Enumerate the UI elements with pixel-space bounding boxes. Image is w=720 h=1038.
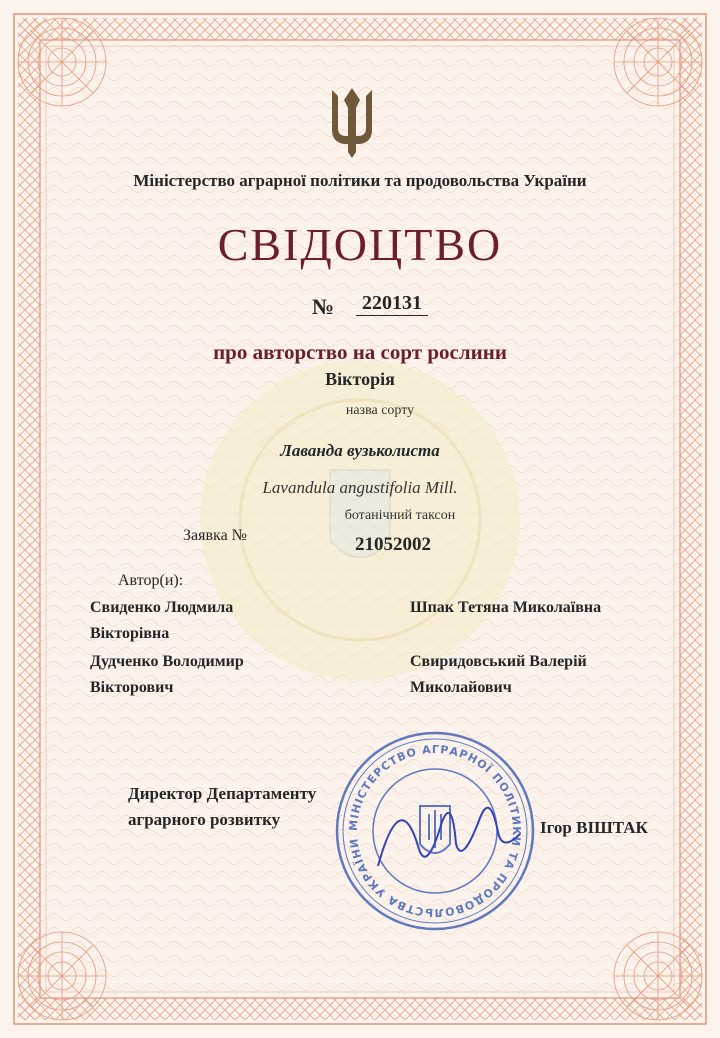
variety-name: Вікторія [325,369,395,389]
author-name-line: Вікторівна [90,625,170,642]
document-title: СВІДОЦТВО [217,219,503,270]
author-name-line: Миколайович [410,679,512,696]
author-entry [410,649,587,701]
signatory-name: Ігор ВІШТАК [540,818,648,837]
taxon-common-name: Лаванда вузьколиста [280,441,440,460]
signatory-title [128,781,316,833]
official-stamp [330,726,540,936]
author-entry [90,649,244,701]
certificate-number-sign: № [312,294,335,319]
document-subtitle: про авторство на сорт рослини [213,340,507,364]
author-entry [410,595,601,621]
author-name-line: Дудченко Володимир [90,653,244,670]
stamp-ring-text: МІНІСТЕРСТВО АГРАРНОЇ ПОЛІТИКИ ТА ПРОДОВОЛЬСТВА УКРАЇНИ [346,742,524,920]
application-label: Заявка № [183,527,247,544]
taxon-caption: ботанічний таксон [344,508,456,523]
author-name-line: Вікторович [90,679,174,696]
application-number: 21052002 [355,534,431,555]
author-entry [90,595,233,647]
trident-icon [326,86,378,160]
ministry-name: Міністерство аграрної політики та продовольства України [133,171,587,190]
taxon-latin-name: Lavandula angustifolia Mill. [262,478,458,497]
variety-name-caption: назва сорту [345,403,415,418]
authors-label: Автор(и): [118,572,184,589]
author-name-line: Свиридовський Валерій [410,653,587,670]
author-name-line: Шпак Тетяна Миколаївна [410,599,602,616]
signatory-title-line: аграрного розвитку [128,810,281,829]
author-name-line: Свиденко Людмила [90,599,234,616]
signatory-title-line: Директор Департаменту [128,784,317,803]
certificate-number: 220131 [356,292,428,316]
